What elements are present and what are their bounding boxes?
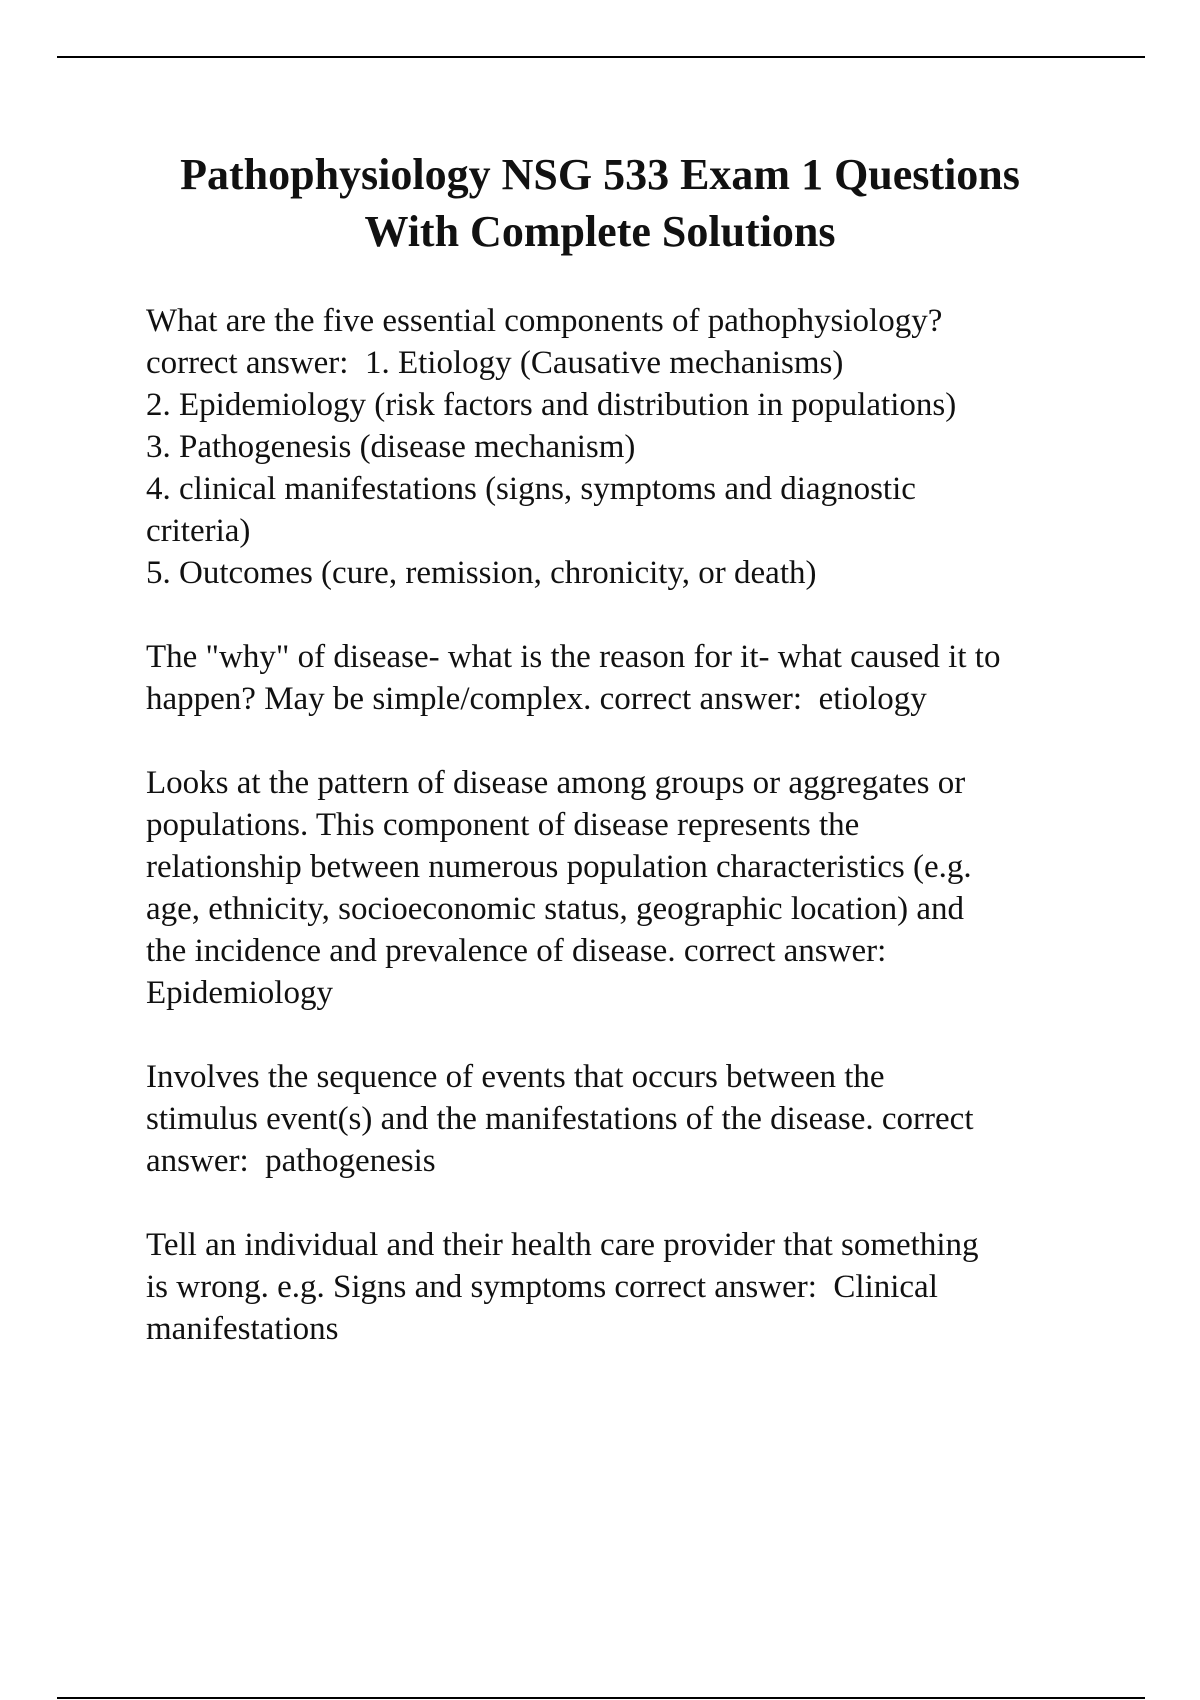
qa-line: Epidemiology (146, 975, 333, 1011)
qa-line: Involves the sequence of events that occurs between the (146, 1059, 885, 1095)
document-body (146, 300, 1106, 1392)
qa-line: 5. Outcomes (cure, remission, chronicity, or death) (146, 555, 817, 591)
qa-block (146, 300, 1106, 594)
qa-line: 2. Epidemiology (risk factors and distribution in populations) (146, 387, 957, 423)
qa-line: answer: pathogenesis (146, 1143, 436, 1179)
qa-line: age, ethnicity, socioeconomic status, geographic location) and (146, 891, 965, 927)
qa-line: happen? May be simple/complex. correct answer: etiology (146, 681, 927, 717)
top-divider (57, 56, 1145, 58)
qa-block (146, 1056, 1106, 1182)
title-line: Pathophysiology NSG 533 Exam 1 Questions (180, 150, 1020, 199)
qa-block (146, 636, 1106, 720)
bottom-divider (57, 1697, 1145, 1699)
qa-line: populations. This component of disease represents the (146, 807, 860, 843)
qa-line: stimulus event(s) and the manifestations of the disease. correct (146, 1101, 974, 1137)
qa-line: Tell an individual and their health care provider that something (146, 1227, 979, 1263)
qa-line: correct answer: 1. Etiology (Causative mechanisms) (146, 345, 844, 381)
qa-block (146, 1224, 1106, 1350)
qa-line: What are the five essential components of pathophysiology? (146, 303, 943, 339)
qa-line: is wrong. e.g. Signs and symptoms correct answer: Clinical (146, 1269, 938, 1305)
qa-line: criteria) (146, 513, 251, 549)
qa-line: the incidence and prevalence of disease. correct answer: (146, 933, 887, 969)
qa-block (146, 762, 1106, 1014)
qa-line: The "why" of disease- what is the reason for it- what caused it to (146, 639, 1001, 675)
qa-line: manifestations (146, 1311, 339, 1347)
document-title (100, 146, 1100, 260)
qa-line: 3. Pathogenesis (disease mechanism) (146, 429, 636, 465)
title-line: With Complete Solutions (364, 207, 836, 256)
qa-line: Looks at the pattern of disease among groups or aggregates or (146, 765, 966, 801)
qa-line: relationship between numerous population characteristics (e.g. (146, 849, 972, 885)
qa-line: 4. clinical manifestations (signs, symptoms and diagnostic (146, 471, 916, 507)
